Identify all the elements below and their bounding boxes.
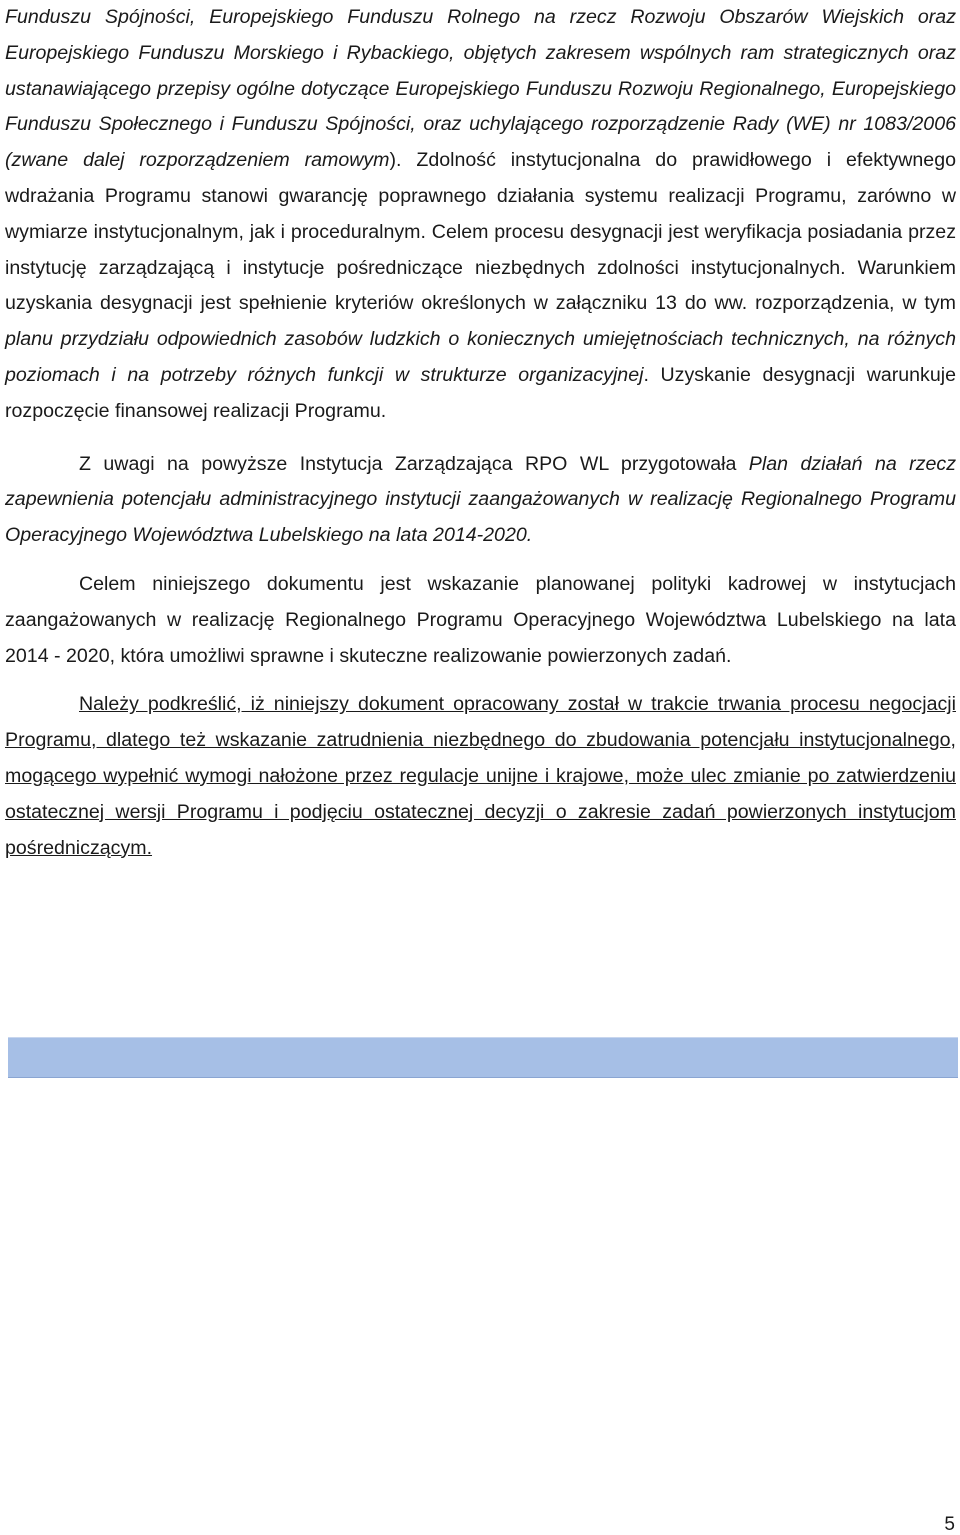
paragraph-text: Z uwagi na powyższe Instytucja Zarządzająca RPO WL przygotowała	[79, 452, 749, 475]
paragraph-underlined-note: Należy podkreślić, iż niniejszy dokument opracowany został w trakcie trwania procesu negocjacji Programu, dlatego też wskazanie zatrudnienia niezbędnego do zbudowania potencjału instytucjonalnego, mogącego wypełnić wymogi nałożone przez regulacje unijne i krajowe, może ulec zmianie po zatwierdzeniu ostatecznej wersji Programu i podjęciu ostatecznej decyzji o zakresie zadań powierzonych instytucjom pośredniczącym.	[5, 693, 956, 859]
paragraph-text: . Uzyskanie desygnacji warunkuje rozpoczęcie finansowej realizacji Programu.	[5, 363, 957, 422]
paragraph-document-purpose: Celem niniejszego dokumentu jest wskazanie planowanej polityki kadrowej w instytucjach zaangażowanych w realizację Regionalnego Programu Operacyjnego Województwa Lubelskiego na lata 2014 - 2020, która umożliwi sprawne i skuteczne realizowanie powierzonych zadań.	[5, 572, 956, 667]
paragraph-action-plan	[5, 447, 956, 554]
paragraph-text: ). Zdolność instytucjonalna do prawidłowego i efektywnego wdrażania Programu stanowi gwarancję poprawnego działania systemu realizacji Programu, zarówno w wymiarze instytucjonalnym, jak i proceduralnym. Celem procesu desygnacji jest weryfikacja posiadania przez instytucję zarządzającą i instytucje pośredniczące niezbędnych zdolności instytucjonalnych. Warunkiem uzyskania desygnacji jest spełnienie kryteriów określonych w załączniku 13 do ww. rozporządzenia, w tym	[5, 149, 956, 315]
page-number: 5	[944, 1514, 955, 1535]
action-plan-title: Plan działań na rzecz zapewnienia potencjału administracyjnego instytucji zaangażowanych w realizację Regionalnego Programu Operacyjnego Województwa Lubelskiego na lata 2014-2020.	[5, 452, 956, 547]
paragraph-regulation-context	[5, 0, 956, 430]
section-header-band	[8, 1037, 958, 1078]
hr-plan-citation: planu przydziału odpowiednich zasobów ludzkich o koniecznych umiejętnościach technicznych, na różnych poziomach i na potrzeby różnych funkcji w strukturze organizacyjnej	[5, 328, 956, 386]
document-body	[5, 0, 956, 866]
regulation-citation: Funduszu Spójności, Europejskiego Funduszu Rolnego na rzecz Rozwoju Obszarów Wiejskich oraz Europejskiego Funduszu Morskiego i Rybackiego, objętych zakresem wspólnych ram strategicznych oraz ustanawiającego przepisy ogólne dotyczące Europejskiego Funduszu Rozwoju Regionalnego, Europejskiego Funduszu Społecznego i Funduszu Spójności, oraz uchylającego rozporządzenie Rady (WE) nr 1083/2006 (zwane dalej rozporządzeniem ramowym	[5, 6, 956, 172]
